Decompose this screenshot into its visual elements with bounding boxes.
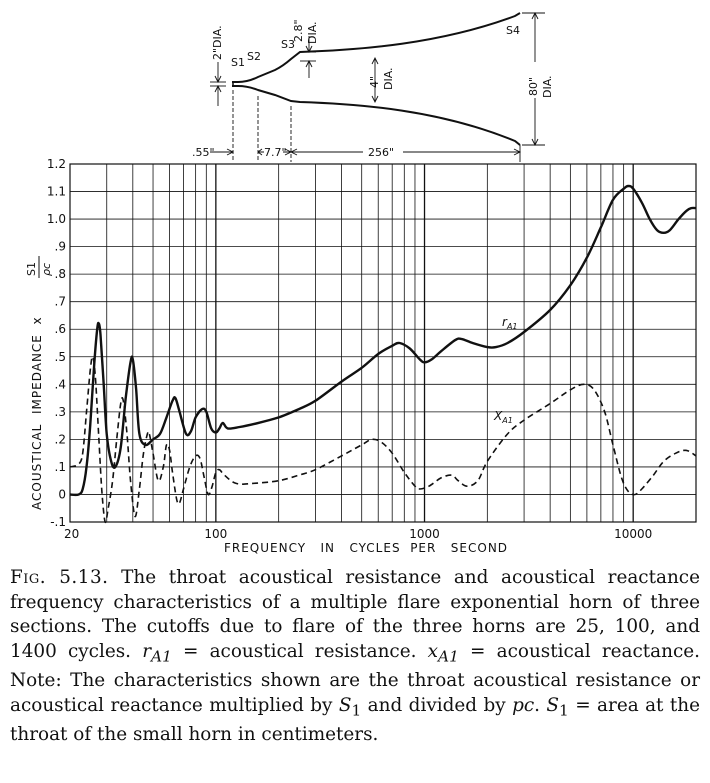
caption-text-c: = acoustical reactance. Note: The characteristics shown are the throat acoustical resistance or acoustical reactance multiplied by bbox=[10, 640, 700, 716]
caption-text-f: = area at the throat of the small horn in centimeters. bbox=[10, 694, 700, 745]
dim-section-3: 256" bbox=[368, 146, 395, 159]
label-s2: S2 bbox=[247, 50, 261, 63]
y-axis-label-prefix: ACOUSTICAL IMPEDANCE x bbox=[30, 316, 44, 510]
grid bbox=[70, 164, 696, 522]
horn-upper-wall bbox=[232, 13, 520, 82]
x-tick-labels bbox=[64, 527, 652, 541]
x-tick-label: 20 bbox=[64, 527, 80, 541]
dimension-arrow bbox=[215, 62, 221, 106]
impedance-chart bbox=[25, 157, 696, 555]
y-tick-label: .7 bbox=[54, 294, 66, 309]
caption-fig-number: Fig. 5.13. bbox=[10, 567, 109, 588]
y-tick-label: 1.2 bbox=[46, 157, 66, 171]
caption-s1b-symbol: S bbox=[546, 694, 560, 716]
label-dia-80: 80" bbox=[527, 76, 540, 96]
label-r-a1-sub: A1 bbox=[506, 322, 518, 331]
caption-s1-symbol: S bbox=[338, 694, 352, 716]
label-s3: S3 bbox=[281, 38, 295, 51]
y-tick-label: .5 bbox=[54, 349, 66, 364]
caption-r-symbol: r bbox=[142, 640, 151, 662]
y-axis-label-numerator: S1 bbox=[25, 262, 38, 276]
horn-diagram bbox=[192, 13, 554, 162]
label-dia-80-unit: DIA. bbox=[541, 75, 554, 98]
label-x-a1-sub: A1 bbox=[502, 416, 513, 425]
y-tick-label: .2 bbox=[54, 432, 66, 447]
dim-section-1: .55" bbox=[192, 146, 215, 159]
y-tick-label: -.1 bbox=[50, 515, 66, 529]
y-tick-labels bbox=[47, 157, 66, 529]
x-tick-label: 1000 bbox=[409, 527, 440, 541]
y-tick-label: 0 bbox=[58, 487, 66, 502]
y-tick-label: .6 bbox=[54, 322, 66, 337]
caption-r-subscript: A1 bbox=[151, 647, 172, 666]
x-axis-label: FREQUENCY IN CYCLES PER SECOND bbox=[223, 541, 509, 555]
caption-text-e: . bbox=[534, 694, 547, 716]
label-x-a1 bbox=[493, 409, 513, 425]
label-s4: S4 bbox=[506, 24, 520, 37]
dim-section-2: 7.7" bbox=[264, 146, 287, 159]
caption-text-d: and divided by bbox=[361, 694, 513, 716]
caption-x-subscript: A1 bbox=[438, 647, 459, 666]
series bbox=[70, 186, 696, 522]
label-x-a1-main: X bbox=[494, 409, 503, 423]
y-axis-label bbox=[25, 256, 53, 510]
label-r-a1 bbox=[502, 315, 518, 331]
caption-x-symbol: x bbox=[427, 640, 439, 662]
label-dia-4-unit: DIA. bbox=[382, 67, 395, 90]
x-tick-label: 100 bbox=[204, 527, 228, 541]
caption-pc-symbol: pc bbox=[512, 694, 535, 716]
label-dia-2-8: 2.8" bbox=[292, 19, 305, 42]
plot-frame bbox=[70, 164, 696, 522]
x-tick-label: 10000 bbox=[614, 527, 653, 541]
label-s1: S1 bbox=[231, 56, 245, 69]
y-tick-label: 1.0 bbox=[46, 212, 66, 227]
label-r-a1-main: r bbox=[502, 315, 507, 329]
caption-s1-subscript: 1 bbox=[351, 701, 362, 720]
caption-text-a: The throat acoustical resistance and acoustical reactance frequency characteristics of a multiple flare exponential horn of three sections. The cutoffs due to flare of the three horns are 25, 100, and 1400 cycles. bbox=[10, 567, 700, 662]
label-dia-4: 4" bbox=[368, 75, 381, 88]
y-tick-label: .8 bbox=[54, 267, 66, 282]
y-tick-label: 1.1 bbox=[46, 184, 66, 199]
caption-text-b: = acoustical resistance. bbox=[171, 640, 428, 662]
horn-lower-wall bbox=[232, 86, 520, 145]
series-line-ra1 bbox=[70, 186, 696, 495]
y-tick-label: .1 bbox=[54, 459, 66, 474]
y-tick-label: .4 bbox=[54, 377, 66, 392]
y-tick-label: .3 bbox=[54, 404, 66, 419]
label-throat-dia: 2"DIA. bbox=[211, 25, 224, 60]
y-tick-label: .9 bbox=[54, 239, 66, 254]
dimension-arrow bbox=[291, 149, 520, 155]
caption-s1b-subscript: 1 bbox=[559, 701, 569, 720]
figure-caption bbox=[10, 566, 700, 748]
label-dia-2-8-unit: DIA. bbox=[306, 21, 319, 44]
y-axis-label-denominator: ρc bbox=[40, 262, 53, 276]
